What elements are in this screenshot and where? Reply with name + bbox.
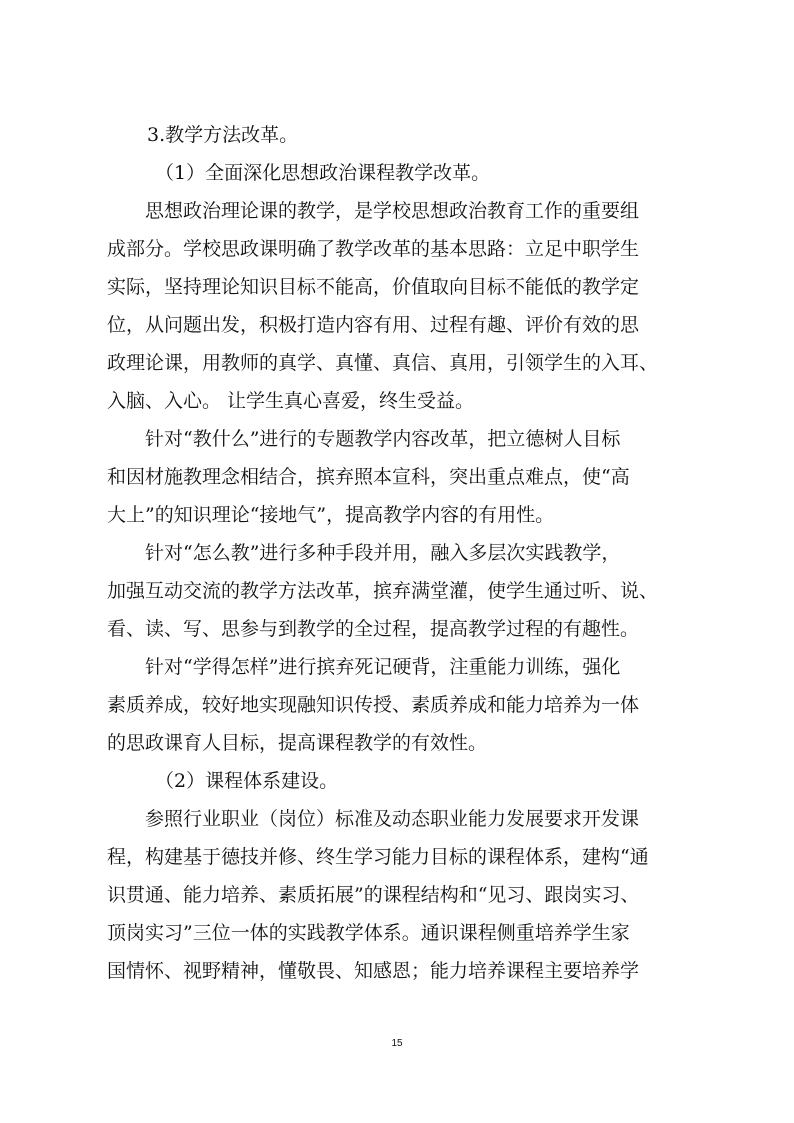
paragraph-line: 顶岗实习”三位一体的实践教学体系。通识课程侧重培养学生家: [107, 922, 630, 944]
paragraph-line: 思想政治理论课的教学，是学校思想政治教育工作的重要组: [145, 200, 640, 222]
paragraph-line: 的思政课育人目标，提高课程教学的有效性。: [107, 732, 488, 754]
page-number: 15: [391, 1038, 403, 1049]
paragraph-line: 位，从问题出发，积极打造内容有用、过程有趣、评价有效的思: [107, 314, 640, 336]
section-heading: 3.教学方法改革。: [147, 124, 299, 146]
subheading-1: （1）全面深化思想政治课程教学改革。: [155, 162, 491, 184]
paragraph-line: 和因材施教理念相结合，摈弃照本宣科，突出重点难点，使“高: [107, 466, 630, 488]
paragraph-line: 针对“学得怎样”进行摈弃死记硬背，注重能力训练，强化: [145, 656, 621, 678]
paragraph-line: 政理论课，用教师的真学、真懂、真信、真用，引领学生的入耳、: [107, 352, 659, 374]
paragraph-line: 针对“怎么教”进行多种手段并用，融入多层次实践教学，: [145, 542, 621, 564]
paragraph-line: 参照行业职业（岗位）标准及动态职业能力发展要求开发课: [145, 808, 640, 830]
paragraph-line: 程，构建基于德技并修、终生学习能力目标的课程体系，建构“通: [107, 846, 649, 868]
paragraph-line: 加强互动交流的教学方法改革，摈弃满堂灌，使学生通过听、说、: [107, 580, 659, 602]
paragraph-line: 素质养成，较好地实现融知识传授、素质养成和能力培养为一体: [107, 694, 640, 716]
paragraph-line: 识贯通、能力培养、素质拓展”的课程结构和“见习、跟岗实习、: [107, 884, 640, 906]
subheading-2: （2）课程体系建设。: [155, 770, 339, 792]
paragraph-line: 看、读、写、思参与到教学的全过程，提高教学过程的有趣性。: [107, 618, 640, 640]
paragraph-line: 入脑、入心。 让学生真心喜爱，终生受益。: [107, 390, 475, 412]
paragraph-line: 大上”的知识理论“接地气”，提高教学内容的有用性。: [107, 504, 555, 526]
paragraph-line: 实际，坚持理论知识目标不能高，价值取向目标不能低的教学定: [107, 276, 640, 298]
paragraph-line: 国情怀、视野精神，懂敬畏、知感恩；能力培养课程主要培养学: [107, 960, 640, 982]
paragraph-line: 针对“教什么”进行的专题教学内容改革，把立德树人目标: [145, 428, 621, 450]
paragraph-line: 成部分。学校思政课明确了教学改革的基本思路：立足中职学生: [107, 238, 640, 260]
